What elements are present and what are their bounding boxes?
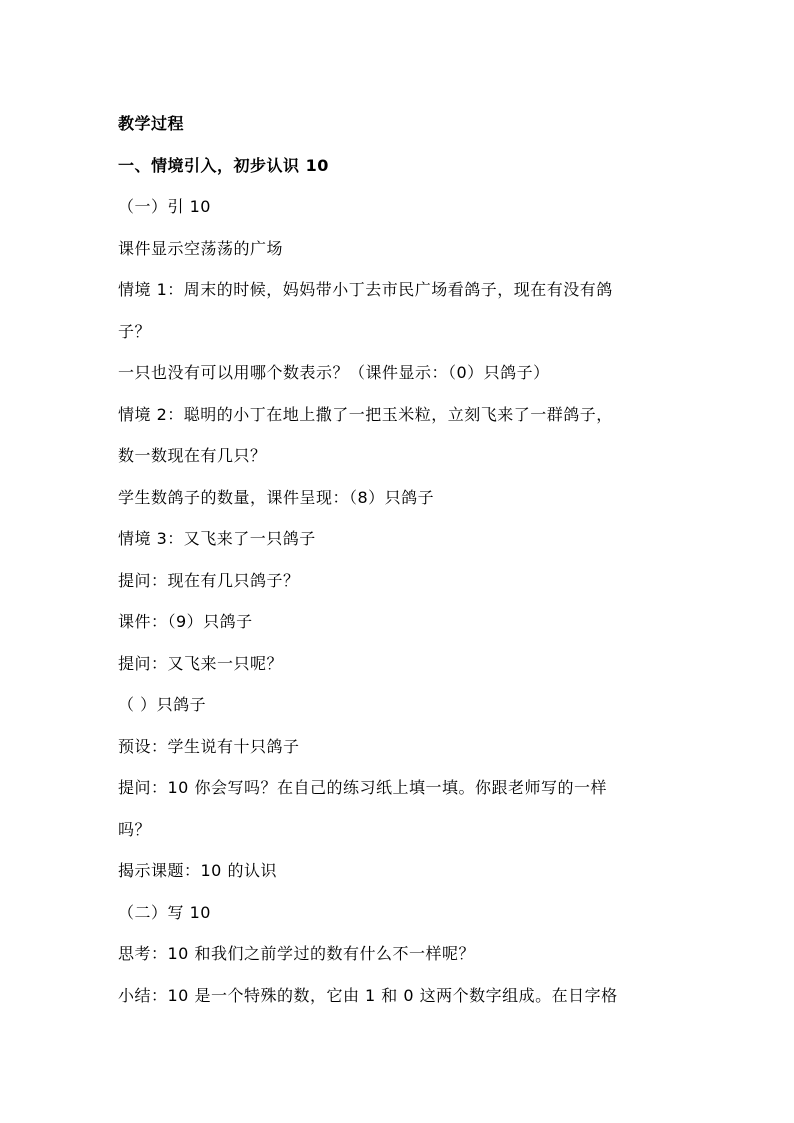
paragraph-line: 子？ xyxy=(118,321,152,341)
paragraph-line: 一只也没有可以用哪个数表示？（课件显示：（0）只鸽子） xyxy=(118,363,550,382)
paragraph-line: 学生数鸽子的数量，课件呈现：（8）只鸽子 xyxy=(118,487,435,507)
paragraph-line: 提问：10 你会写吗？在自己的练习纸上填一填。你跟老师写的一样 xyxy=(118,778,607,797)
paragraph-line: 思考：10 和我们之前学过的数有什么不一样呢？ xyxy=(118,944,475,963)
paragraph-line: 情境 1：周末的时候，妈妈带小丁去市民广场看鸽子，现在有没有鸽 xyxy=(118,280,613,299)
paragraph-line: 小结：10 是一个特殊的数，它由 1 和 0 这两个数字组成。在日字格 xyxy=(118,985,618,1005)
section-heading-1: 一、情境引入，初步认识 10 xyxy=(118,155,329,175)
paragraph-line: 预设：学生说有十只鸽子 xyxy=(118,736,300,756)
subsection-heading-2: （二）写 10 xyxy=(118,902,211,922)
paragraph-line: 课件显示空荡荡的广场 xyxy=(118,238,284,258)
paragraph-line: 情境 3：又飞来了一只鸽子 xyxy=(118,529,316,548)
paragraph-line: 吗？ xyxy=(118,819,152,839)
paragraph-line: 数一数现在有几只？ xyxy=(118,446,267,465)
subsection-heading-1: （一）引 10 xyxy=(118,197,211,216)
paragraph-line: 课件：（9）只鸽子 xyxy=(118,612,253,631)
paragraph-line: 提问：又飞来一只呢？ xyxy=(118,653,284,673)
section-title: 教学过程 xyxy=(118,114,185,133)
document-body xyxy=(118,103,698,1016)
paragraph-line: 提问：现在有几只鸽子？ xyxy=(118,570,300,590)
paragraph-line: 情境 2：聪明的小丁在地上撒了一把玉米粒，立刻飞来了一群鸽子， xyxy=(118,404,613,424)
paragraph-line: 揭示课题：10 的认识 xyxy=(118,861,277,880)
paragraph-line: （ ）只鸽子 xyxy=(118,695,207,714)
